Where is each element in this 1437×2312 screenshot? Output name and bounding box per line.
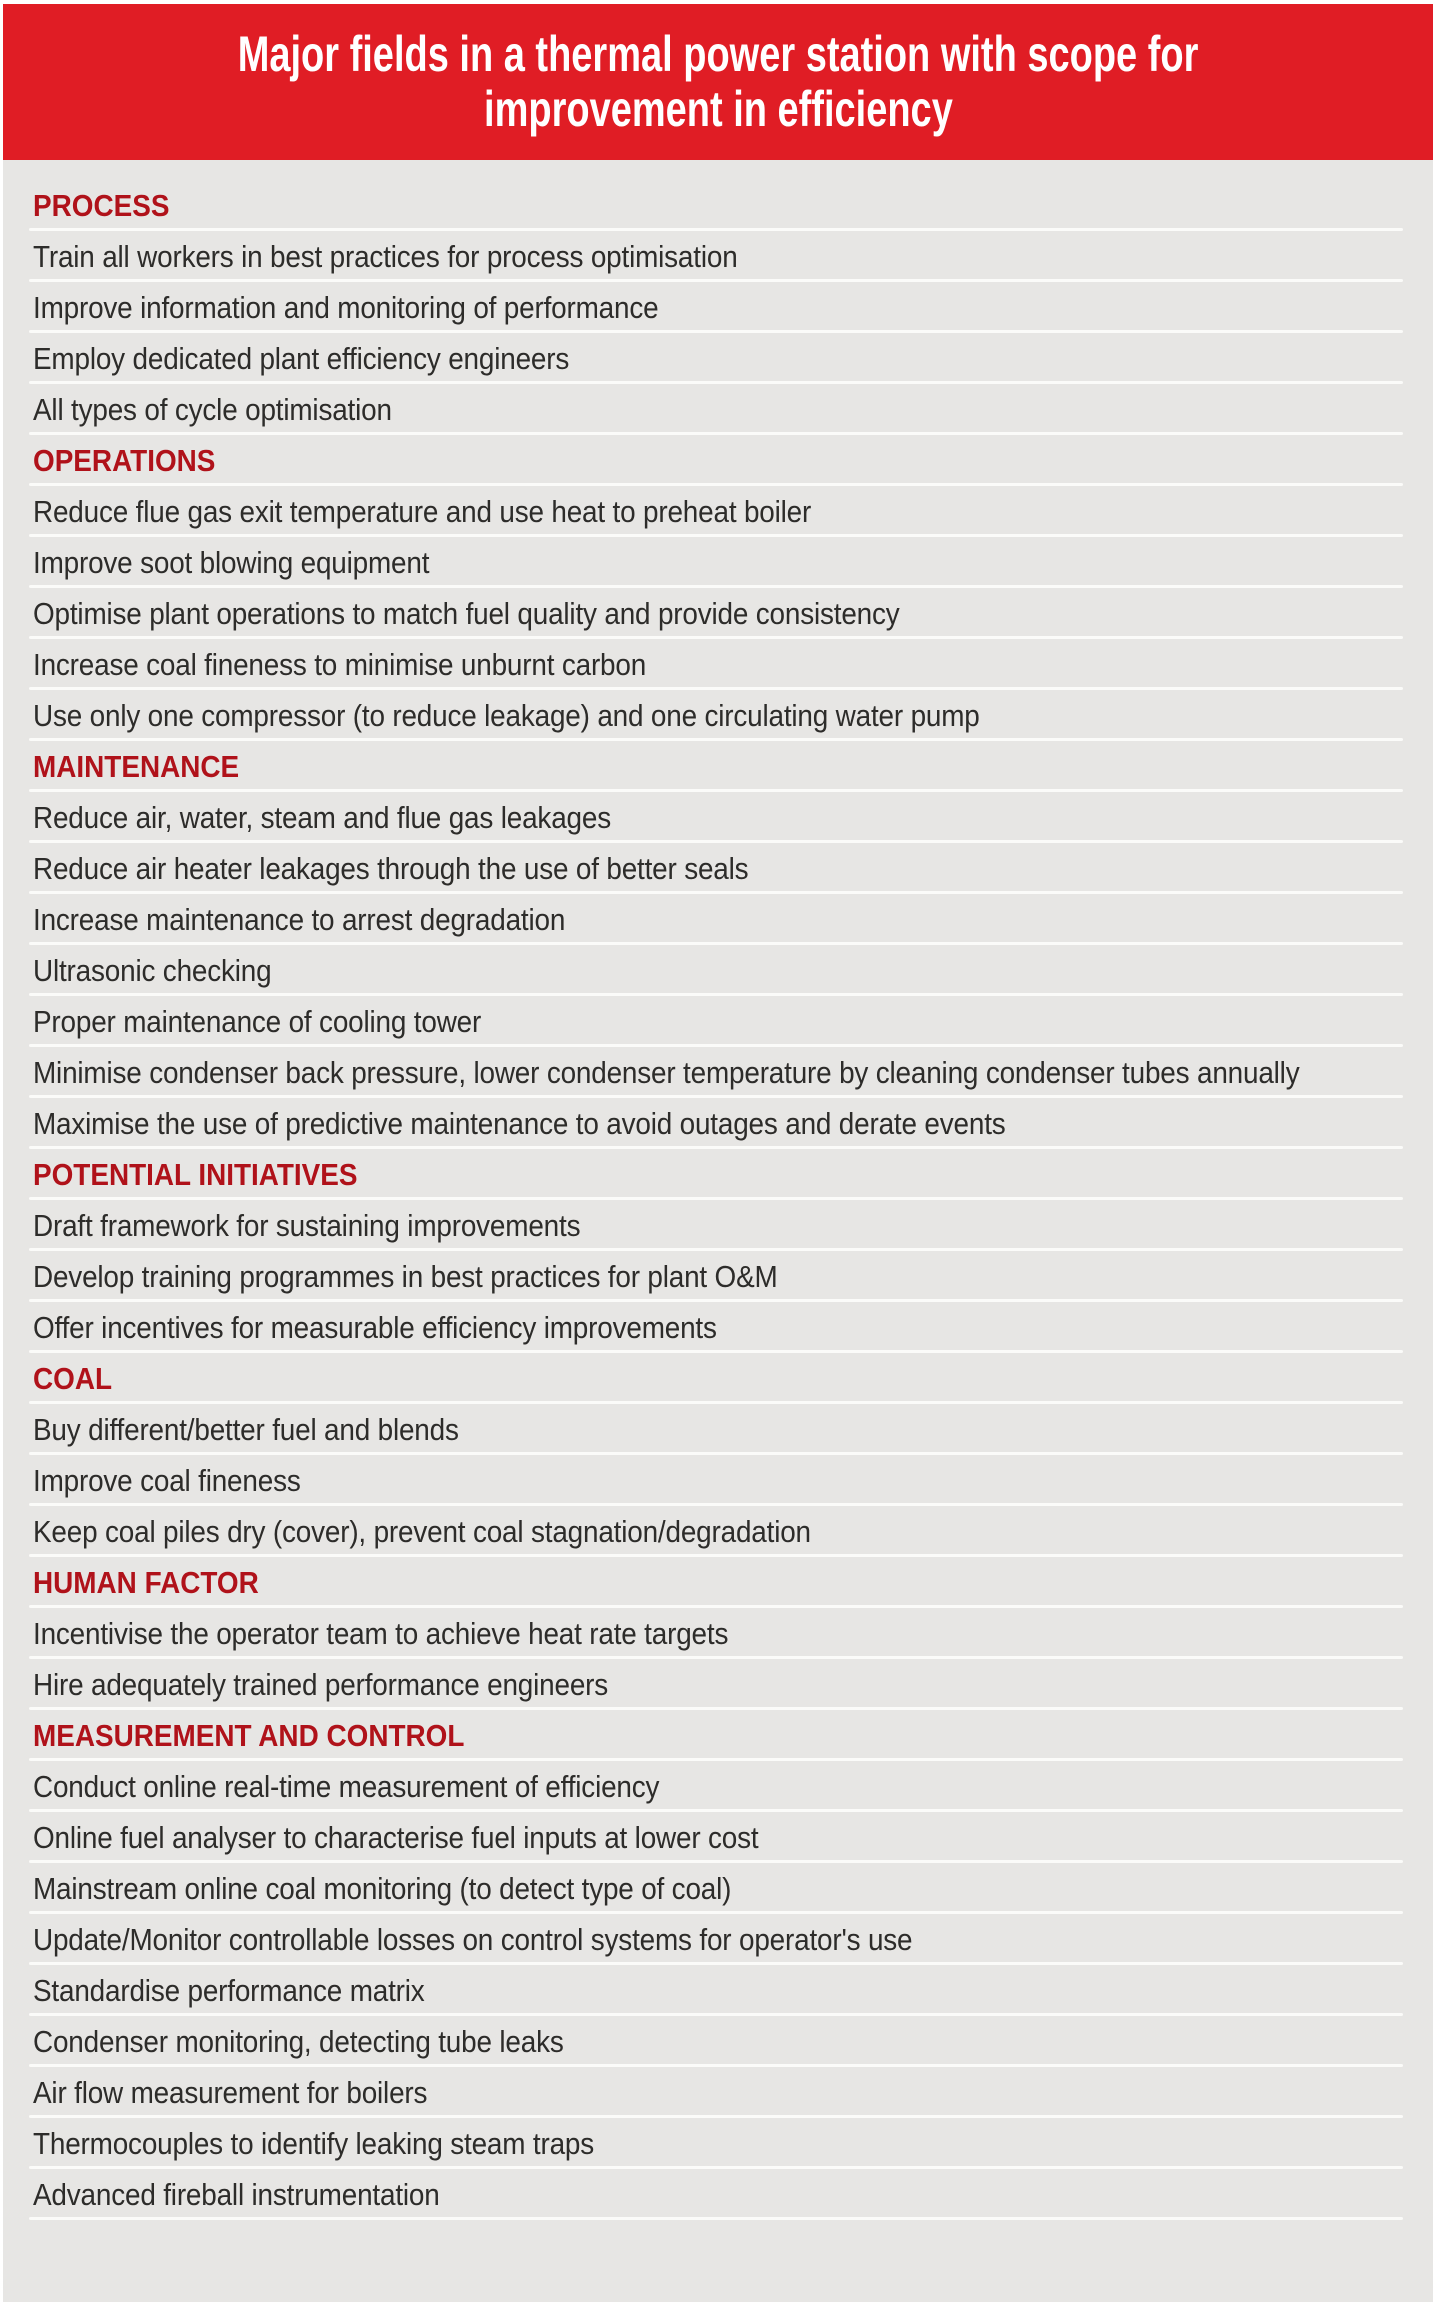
list-item	[3, 2169, 1433, 2220]
list-item	[3, 231, 1433, 282]
section-header	[3, 1149, 1433, 1200]
list-item-label: Thermocouples to identify leaking steam traps	[33, 2125, 595, 2161]
list-item-label: Keep coal piles dry (cover), prevent coal stagnation/degradation	[33, 1513, 811, 1549]
list-item-label: Reduce air, water, steam and flue gas leakages	[33, 799, 611, 835]
list-item	[3, 690, 1433, 741]
list-item	[3, 588, 1433, 639]
table-title-banner	[3, 4, 1433, 160]
list-item	[3, 2067, 1433, 2118]
list-item-label: Online fuel analyser to characterise fuel inputs at lower cost	[33, 1819, 759, 1855]
list-item	[3, 1863, 1433, 1914]
list-item	[3, 1506, 1433, 1557]
list-item-label: Maximise the use of predictive maintenance to avoid outages and derate events	[33, 1105, 1006, 1141]
list-item-label: Reduce flue gas exit temperature and use heat to preheat boiler	[33, 493, 812, 529]
list-item	[3, 1251, 1433, 1302]
list-item	[3, 996, 1433, 1047]
list-item-label: Buy different/better fuel and blends	[33, 1411, 459, 1447]
list-item-label: Optimise plant operations to match fuel quality and provide consistency	[33, 595, 900, 631]
list-item-label: Air flow measurement for boilers	[33, 2074, 428, 2110]
list-item-label: Develop training programmes in best practices for plant O&M	[33, 1258, 778, 1294]
section-header-label: MEASUREMENT AND CONTROL	[33, 1717, 465, 1753]
list-item-label: Ultrasonic checking	[33, 952, 272, 988]
section-header	[3, 1353, 1433, 1404]
list-item	[3, 1047, 1433, 1098]
list-item	[3, 1455, 1433, 1506]
list-item-label: Hire adequately trained performance engineers	[33, 1666, 609, 1702]
list-item	[3, 282, 1433, 333]
list-item	[3, 1608, 1433, 1659]
list-item-label: Standardise performance matrix	[33, 1972, 425, 2008]
section-header	[3, 180, 1433, 231]
list-item-label: Use only one compressor (to reduce leakage) and one circulating water pump	[33, 697, 980, 733]
list-item-label: Minimise condenser back pressure, lower condenser temperature by cleaning condenser tubes annually	[33, 1054, 1300, 1090]
table-title-line: Major fields in a thermal power station with scope for	[237, 26, 1199, 82]
list-item-label: Conduct online real-time measurement of efficiency	[33, 1768, 660, 1804]
list-item	[3, 1404, 1433, 1455]
section-header	[3, 1557, 1433, 1608]
list-item-label: Offer incentives for measurable efficiency improvements	[33, 1309, 717, 1345]
list-item	[3, 384, 1433, 435]
list-item-label: Advanced fireball instrumentation	[33, 2176, 440, 2212]
list-item	[3, 2118, 1433, 2169]
list-item-label: Mainstream online coal monitoring (to detect type of coal)	[33, 1870, 732, 1906]
list-item-label: Draft framework for sustaining improvements	[33, 1207, 581, 1243]
list-item	[3, 945, 1433, 996]
list-item-label: Reduce air heater leakages through the use of better seals	[33, 850, 749, 886]
table-title-line: improvement in efficiency	[483, 81, 953, 137]
section-header	[3, 741, 1433, 792]
list-item	[3, 486, 1433, 537]
list-item	[3, 792, 1433, 843]
section-header	[3, 435, 1433, 486]
list-item	[3, 1914, 1433, 1965]
list-item	[3, 1200, 1433, 1251]
list-item-label: Improve soot blowing equipment	[33, 544, 430, 580]
list-item	[3, 2016, 1433, 2067]
list-item-label: Increase coal fineness to minimise unburnt carbon	[33, 646, 647, 682]
list-item-label: Employ dedicated plant efficiency engineers	[33, 340, 570, 376]
section-header-label: PROCESS	[33, 187, 170, 223]
section-header-label: HUMAN FACTOR	[33, 1564, 259, 1600]
list-item	[3, 1659, 1433, 1710]
table-body	[3, 160, 1433, 2302]
list-item	[3, 1302, 1433, 1353]
list-item-label: Incentivise the operator team to achieve heat rate targets	[33, 1615, 729, 1651]
list-item	[3, 1812, 1433, 1863]
list-item-label: Train all workers in best practices for process optimisation	[33, 238, 738, 274]
list-item-label: Improve coal fineness	[33, 1462, 301, 1498]
list-item	[3, 1965, 1433, 2016]
list-item-label: Condenser monitoring, detecting tube leaks	[33, 2023, 564, 2059]
list-item	[3, 843, 1433, 894]
list-item-label: Increase maintenance to arrest degradation	[33, 901, 566, 937]
list-item	[3, 1098, 1433, 1149]
list-item	[3, 1761, 1433, 1812]
section-header-label: OPERATIONS	[33, 442, 216, 478]
list-item	[3, 639, 1433, 690]
infographic-table	[3, 4, 1433, 2302]
list-item	[3, 894, 1433, 945]
list-item	[3, 333, 1433, 384]
list-item-label: Proper maintenance of cooling tower	[33, 1003, 482, 1039]
list-item	[3, 537, 1433, 588]
list-item-label: Update/Monitor controllable losses on control systems for operator's use	[33, 1921, 913, 1957]
section-header-label: COAL	[33, 1360, 113, 1396]
section-header-label: MAINTENANCE	[33, 748, 240, 784]
section-header	[3, 1710, 1433, 1761]
list-item-label: Improve information and monitoring of performance	[33, 289, 659, 325]
section-header-label: POTENTIAL INITIATIVES	[33, 1156, 358, 1192]
list-item-label: All types of cycle optimisation	[33, 391, 392, 427]
